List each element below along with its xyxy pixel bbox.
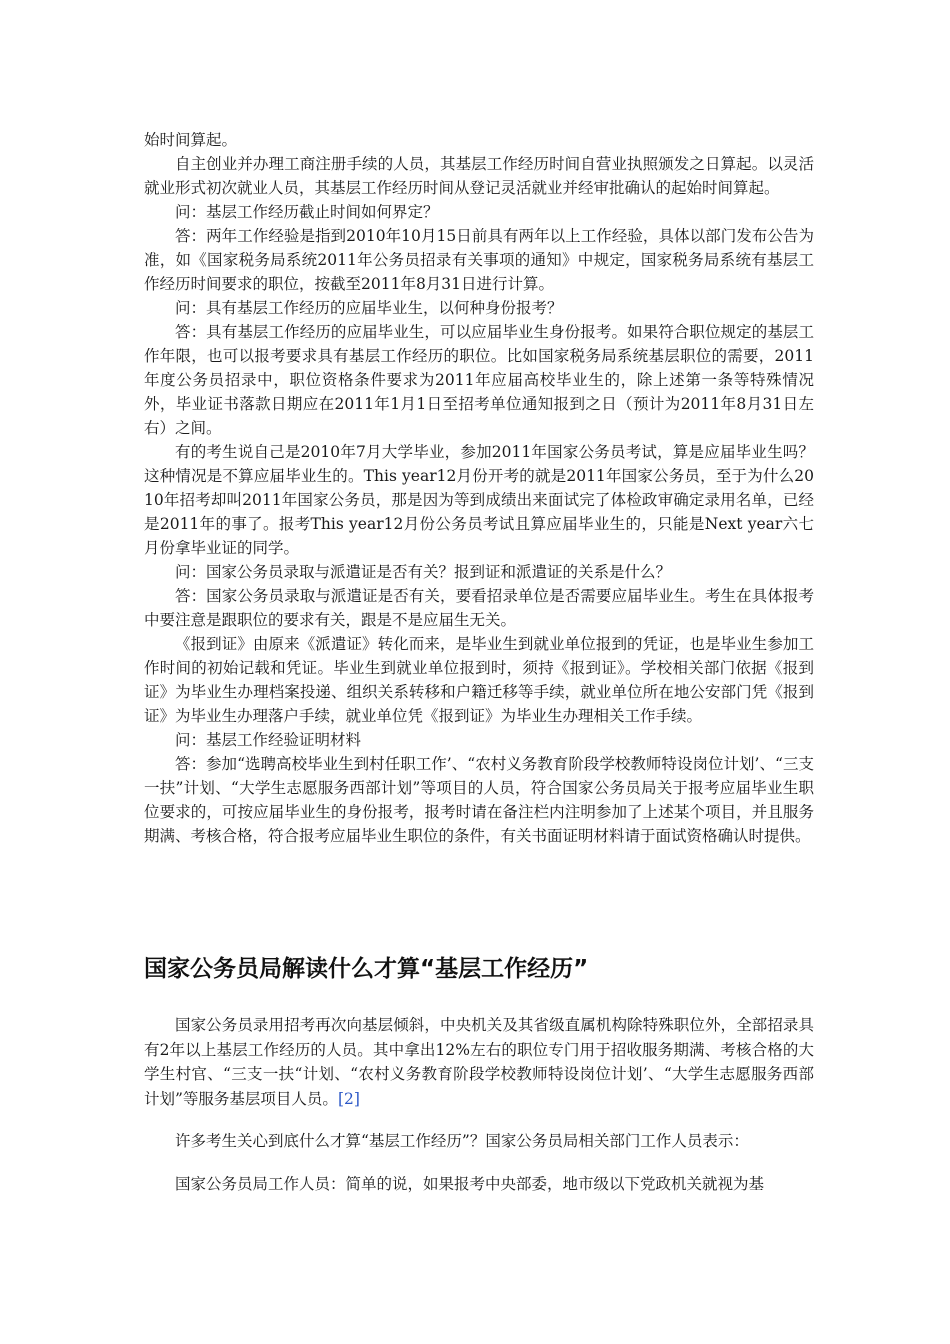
paragraph: 许多考生关心到底什么才算“基层工作经历”？国家公务员局相关部门工作人员表示： bbox=[175, 1132, 749, 1150]
paragraph bbox=[144, 1013, 814, 1111]
answer: 答：国家公务员录取与派遣证是否有关，要看招录单位是否需要应届毕业生。考生在具体报考中要注意是跟职位的要求有关，跟是不是应届生无关。 bbox=[144, 587, 814, 629]
paragraph: 《报到证》由原来《派遣证》转化而来，是毕业生到就业单位报到的凭证，也是毕业生参加工作时间的初始记载和凭证。毕业生到就业单位报到时，须持《报到证》。学校相关部门依据《报到证》为毕业生办理档案投递、组织关系转移和户籍迁移等手续，就业单位所在地公安部门凭《报到证》为毕业生办理落户手续，就业单位凭《报到证》为毕业生办理相关工作手续。 bbox=[144, 635, 814, 725]
paragraph: 国家公务员局工作人员：简单的说，如果报考中央部委，地市级以下党政机关就视为基 bbox=[175, 1174, 765, 1193]
upper-text-section bbox=[144, 128, 814, 848]
paragraph: 有的考生说自己是2010年7月大学毕业，参加2011年国家公务员考试，算是应届毕业生吗？这种情况是不算应届毕业生的。This year12月份开考的就是2011年国家公务员，至于为什么2010年招考却叫2011年国家公务员，那是因为等到成绩出来面试完了体检政审确定录用名单，已经是2011年的事了。报考This year12月份公务员考试且算应届毕业生的，只能是Next year六七月份拿毕业证的同学。 bbox=[144, 443, 814, 557]
question: 问：基层工作经验证明材料 bbox=[175, 731, 362, 749]
paragraph: 自主创业并办理工商注册手续的人员，其基层工作经历时间自营业执照颁发之日算起。以灵活就业形式初次就业人员，其基层工作经历时间从登记灵活就业并经审批确认的起始时间算起。 bbox=[144, 155, 814, 197]
answer: 答：参加“选聘高校毕业生到村任职工作’、“农村义务教育阶段学校教师特设岗位计划’、“三支一扶”计划、“大学生志愿服务西部计划”等项目的人员，符合国家公务员局关于报考应届毕业生职位要求的，可按应届毕业生的身份报考，报考时请在备注栏内注明参加了上述某个项目，并且服务期满、考核合格，符合报考应届毕业生职位的条件，有关书面证明材料请于面试资格确认时提供。 bbox=[144, 755, 814, 845]
lower-text-section bbox=[144, 1013, 814, 1214]
question: 问：基层工作经历截止时间如何界定？ bbox=[175, 203, 439, 221]
answer: 答：两年工作经验是指到2010年10月15日前具有两年以上工作经验，具体以部门发布公告为准，如《国家税务局系统2011年公务员招录有关事项的通知》中规定，国家税务局系统有基层工作经历时间要求的职位，按截至2011年8月31日进行计算。 bbox=[144, 227, 814, 293]
question: 问：具有基层工作经历的应届毕业生，以何种身份报考？ bbox=[175, 299, 563, 317]
paragraph: 始时间算起。 bbox=[144, 131, 238, 149]
question: 问：国家公务员录取与派遣证是否有关？报到证和派遣证的关系是什么？ bbox=[175, 563, 672, 581]
paragraph-text: 国家公务员录用招考再次向基层倾斜，中央机关及其省级直属机构除特殊职位外，全部招录具有2年以上基层工作经历的人员。其中拿出12%左右的职位专门用于招收服务期满、考核合格的大学生村官、“三支一扶“计划、“农村义务教育阶段学校教师特设岗位计划’、“大学生志愿服务西部计划”等服务基层项目人员。 bbox=[144, 1016, 814, 1108]
answer: 答：具有基层工作经历的应届毕业生，可以应届毕业生身份报考。如果符合职位规定的基层工作年限，也可以报考要求具有基层工作经历的职位。比如国家税务局系统基层职位的需要，2011年度公务员招录中，职位资格条件要求为2011年应届高校毕业生的，除上述第一条等特殊情况外，毕业证书落款日期应在2011年1月1日至招考单位通知报到之日（预计为2011年8月31日左右）之间。 bbox=[144, 323, 814, 437]
reference-link[interactable]: [2] bbox=[337, 1089, 360, 1108]
section-heading: 国家公务员局解读什么才算“基层工作经历” bbox=[144, 956, 589, 982]
